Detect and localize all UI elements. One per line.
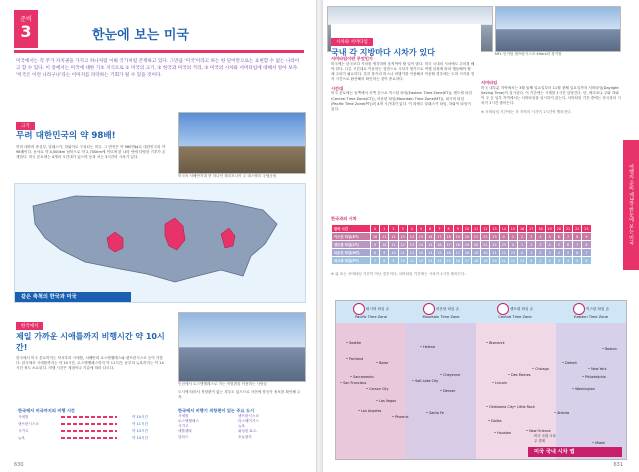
direct-flight-city: 워싱턴 D.C. [238, 429, 258, 434]
flight-arrow [61, 430, 117, 432]
map-city: • Phoenix [392, 415, 409, 419]
zone-name-en: Central Time Zone [498, 315, 532, 319]
time-cell: 21 [490, 249, 499, 257]
flight-time: 약 10시간 [131, 414, 148, 419]
time-cell: 14 [435, 257, 444, 265]
time-cell: 4 [545, 241, 554, 249]
size-body: 북미 대륙의 중심부, 알래스카, 하와이로 구성되는 미국. 그 면적은 약 980만㎢로 대한민국의 약 98배이다. 동서로 약 4,500km 남북으로 약 2,700km에 이르며 한 나라 안에 다양한 기후가 존재한다. 미국 본토에는 4개의 시간대가 있으며 동과 서는 3시간의 시차가 있다. [16, 145, 166, 160]
time-cell: 0 [527, 257, 536, 265]
time-cell: 7 [573, 241, 582, 249]
direct-flight-city: 라스베이거스 [238, 419, 259, 423]
time-cell: 2 [527, 241, 536, 249]
time-cell: 19 [462, 241, 471, 249]
page-number-right: 631 [613, 462, 623, 468]
timediff-left-col [331, 56, 475, 112]
time-cell: 1 [380, 225, 389, 233]
size-section [16, 112, 166, 161]
zone-header [484, 303, 546, 319]
time-cell: 22 [481, 233, 490, 241]
size-compare-map [14, 183, 306, 303]
map-city: • Des Moines [508, 373, 531, 377]
time-cell: 2 [518, 233, 527, 241]
time-cell: 20 [472, 241, 481, 249]
time-cell: 2 [389, 225, 398, 233]
time-cell: 20 [481, 249, 490, 257]
time-cell: 14 [499, 225, 508, 233]
map-city: • Denver [440, 389, 456, 393]
direct-flight-city: 시카고 [178, 424, 189, 429]
direct-flight-city: 샌프란시스코 [238, 413, 259, 418]
time-cell: 8 [444, 225, 453, 233]
time-cell: 3 [545, 249, 554, 257]
timediff-title: 국내 각 지방마다 시차가 있다 [331, 48, 435, 57]
time-cell: 5 [573, 257, 582, 265]
time-cell: 8 [371, 249, 380, 257]
time-cell: 14 [416, 241, 425, 249]
time-cell: 17 [527, 225, 536, 233]
stadium-photo-caption: NFL 인기팀 샌프란시스코 49ers의 경기장 [495, 52, 562, 56]
time-cell: 7 [435, 225, 444, 233]
map-city: • Dallas [488, 419, 502, 423]
map-city: • Little Rock [514, 405, 535, 409]
book-gutter [316, 0, 323, 472]
map-city: • Miami [592, 441, 606, 445]
compare-map-caption: 같은 축척의 한국과 미국 [15, 292, 131, 302]
zones-heading: 시간대 [331, 85, 344, 91]
time-cell: 15 [416, 233, 425, 241]
time-cell: 4 [554, 249, 563, 257]
page-number-left: 630 [14, 462, 24, 468]
zone-header [560, 303, 622, 319]
flight-time-row [18, 435, 148, 442]
left-page [0, 0, 316, 472]
time-table-row [332, 225, 592, 233]
zone-name: 이스턴 타임 존 [584, 307, 610, 311]
desert-photo-caption: 미국의 서해안지대 중 하나인 캘리포니아 주 데스밸리 국립공원 [178, 174, 277, 178]
map-city: • Santa Fe [426, 411, 444, 415]
time-cell: 18 [453, 241, 462, 249]
time-cell: 5 [416, 225, 425, 233]
time-cell: 13 [407, 241, 416, 249]
time-cell: 1 [518, 241, 527, 249]
time-table [331, 224, 592, 265]
flight-city: 시애틀 [18, 414, 29, 419]
time-cell: 11 [380, 233, 389, 241]
time-cell: 2 [545, 257, 554, 265]
distance-tag: 한국에서 [16, 322, 43, 330]
distance-title: 제일 가까운 시애틀까지 비행시간 약 10시간! [16, 332, 165, 352]
map-city: • Atlanta [554, 411, 570, 415]
map-city: • Seattle [346, 341, 362, 345]
summer-body: 미국 대부분 지역에서는 3월 둘째 일요일부터 11월 첫째 일요일까지 서머타임(Daylight Saving Time)이 실시된다. 이 기간에는 시계를 1시간 앞당긴다. 단, 애리조나 주와 하와이 주 등 일부 지역에서는 서머타임을 실시하지 않는다. 서머타임 기간 중에는 한국과의 시차가 1시간 줄어든다. [481, 85, 621, 106]
clock-icon [497, 303, 509, 315]
time-cell: 9 [380, 249, 389, 257]
time-cell: 21 [499, 257, 508, 265]
time-cell: 12 [398, 241, 407, 249]
time-cell: 10 [389, 249, 398, 257]
map-city: • Oklahoma City [486, 405, 515, 409]
time-cell: 4 [407, 225, 416, 233]
time-cell: 5 [554, 241, 563, 249]
time-cell: 20 [554, 225, 563, 233]
time-cell: 0 [371, 225, 380, 233]
direct-flight-city: 뉴욕 [238, 424, 245, 429]
time-cell: 21 [472, 233, 481, 241]
city-photo [495, 6, 621, 52]
time-difference-table [331, 224, 592, 265]
flight-city: 샌프란시스코 [18, 421, 39, 426]
flight-arrow [61, 416, 117, 418]
time-table-row [332, 241, 592, 249]
time-cell: 10 [380, 241, 389, 249]
time-cell: 15 [508, 225, 517, 233]
direct-flight-city: 호놀룰루 [238, 434, 252, 439]
map-city: • New York [588, 367, 607, 371]
us-korea-overlay-map [15, 184, 305, 302]
flight-time-table [18, 408, 148, 442]
map-city: • Boston [602, 347, 617, 351]
timediff-body: 미국에는 한국보다 시차를 생각하며 움직여야 할 일이 많다. 미국 국내의 시차에도 주의를 해야 한다. 다른 시간대로 이동하는 것만으로 시차가 생기므로 여행 일정에 따라 행동해야 할 때 주의가 필요하다. 특히 장거리 버스나 비행기를 이용해서 이동할 경우에는 도착 시각을 현지 시간으로 환산해서 확인하는 것이 중요하다. [331, 61, 475, 82]
time-cell: 15 [435, 249, 444, 257]
time-cell: 13 [398, 233, 407, 241]
direct-flight-city: 시애틀 [178, 413, 189, 418]
time-cell: 11 [407, 257, 416, 265]
time-cell: 15 [444, 257, 453, 265]
map-city: • Helena [420, 345, 435, 349]
zone-name: 마운틴 타임 존 [434, 307, 460, 311]
intro-text: 미국에서는 각 주가 자치권을 가지고 하나처럼 이뤄 국가처럼 존재하고 있다. 그만큼 '미국'이라고 하는 한 단어만으로는 표현할 수 없는 나라이고 할 수 있다. 이 장에서는 미국에 대한 기초 지식으로 ① 미국의 크기, ② 한국과 미국의 거리, ③ 미국의 시차와 서머타임에 대해서 알아 보자. '미국은 이런 나라구나'라는 이미지를 파악하는 기회가 될 수 있을 것이다. [16, 59, 300, 79]
time-cell: 6 [563, 241, 572, 249]
zone-name-en: Pacific Time Zone [355, 315, 387, 319]
time-cell: 20 [490, 257, 499, 265]
clock-icon [573, 303, 585, 315]
map-city: • Bismarck [486, 341, 505, 345]
map-city: • Sacramento [350, 375, 374, 379]
time-cell: 5 [545, 233, 554, 241]
time-cell: 21 [563, 225, 572, 233]
time-cell: 7 [563, 233, 572, 241]
time-cell: 3 [536, 241, 545, 249]
time-cell: 0 [518, 249, 527, 257]
map-title: 미국 국내 시차 맵 [528, 447, 622, 457]
map-city: • Salt Lake City [412, 379, 439, 383]
chapter-label: 준비 [20, 16, 32, 23]
zone-name-en: Mountain Time Zone [422, 315, 460, 319]
timediff-right-col [481, 80, 621, 115]
time-cell: 13 [416, 249, 425, 257]
size-tag: 크기 [16, 122, 35, 130]
time-cell: 0 [499, 233, 508, 241]
time-cell: 1 [527, 249, 536, 257]
dst-question: 서머타임이란 무엇인가 [331, 56, 373, 61]
time-cell: 19 [472, 249, 481, 257]
time-cell: 3 [398, 225, 407, 233]
map-city: • San Francisco [340, 381, 367, 385]
flight-time-row [18, 428, 148, 435]
time-cell: 6 [582, 257, 591, 265]
time-cell: 19 [481, 257, 490, 265]
map-city: • Cheyenne [440, 373, 461, 377]
time-cell: 22 [508, 257, 517, 265]
map-city: • Houston [494, 431, 512, 435]
map-city: • Boise [376, 361, 389, 365]
time-cell: 16 [444, 249, 453, 257]
time-cell: 22 [499, 249, 508, 257]
right-page [323, 0, 639, 472]
time-cell: 9 [371, 241, 380, 249]
time-cell: 12 [407, 249, 416, 257]
time-cell: 10 [398, 257, 407, 265]
time-cell: 18 [444, 233, 453, 241]
time-cell: 17 [453, 249, 462, 257]
flight-time: 약 14시간 [131, 435, 148, 440]
direct-flight-city: 애틀랜타 [178, 429, 192, 434]
time-cell: 16 [426, 233, 435, 241]
chapter-header [14, 10, 304, 53]
zone-header [410, 303, 472, 319]
time-cell: 22 [490, 241, 499, 249]
legend-time-diff: 미국 국내 시차 [534, 434, 556, 438]
clock-icon [423, 303, 435, 315]
time-row-label: 마운틴 타임(MT) [332, 249, 371, 257]
time-cell: 19 [545, 225, 554, 233]
time-cell: 14 [407, 233, 416, 241]
time-cell: 23 [508, 249, 517, 257]
time-row-label: 퍼시픽 타임(PT) [332, 257, 371, 265]
time-cell: 21 [481, 241, 490, 249]
time-cell: 18 [536, 225, 545, 233]
time-table-row [332, 249, 592, 257]
direct-flight-cities [178, 414, 304, 440]
time-cell: 16 [453, 257, 462, 265]
map-city: • Portland [346, 357, 364, 361]
map-city: • Las Vegas [376, 399, 397, 403]
direct-flight-table [178, 408, 304, 440]
time-cell: 22 [573, 225, 582, 233]
time-cell: 8 [380, 257, 389, 265]
flight-time: 약 11시간 [131, 421, 148, 426]
time-cell: 23 [582, 225, 591, 233]
chapter-badge [14, 10, 38, 48]
time-cell: 10 [462, 225, 471, 233]
time-cell: 7 [582, 249, 591, 257]
time-cell: 23 [499, 241, 508, 249]
time-cell: 19 [453, 233, 462, 241]
summer-heading: 서머타임 [481, 80, 498, 85]
timediff-heading [331, 24, 481, 58]
time-cell: 18 [462, 249, 471, 257]
time-cell: 9 [389, 257, 398, 265]
time-cell: 16 [518, 225, 527, 233]
timediff-tag: 시차와 서머타임 [331, 38, 373, 46]
flight-time: 약 13시간 [131, 428, 148, 433]
map-city: • Detroit [562, 361, 577, 365]
size-title: 무려 대한민국의 약 98배! [16, 131, 116, 141]
map-legend [534, 433, 614, 443]
plane-crowd-photo [178, 312, 306, 382]
time-cell: 8 [573, 233, 582, 241]
direct-flight-title: 한국에서 비행기 직항편이 있는 주요 도시 [178, 408, 255, 413]
zone-header [340, 303, 402, 319]
page-title: 한눈에 보는 미국 [92, 28, 189, 43]
zone-name: 퍼시픽 타임 존 [364, 307, 390, 311]
time-cell: 3 [527, 233, 536, 241]
time-cell: 17 [462, 257, 471, 265]
flight-city: 뉴욕 [18, 435, 25, 440]
time-cell: 11 [389, 241, 398, 249]
map-city: • Carson City [366, 387, 389, 391]
time-cell: 4 [536, 233, 545, 241]
time-cell: 1 [536, 257, 545, 265]
time-cell: 6 [554, 233, 563, 241]
direct-flight-city: 달라스 [178, 434, 189, 439]
flight-arrow [61, 423, 117, 425]
time-cell: 14 [426, 249, 435, 257]
time-table-note: ※ 위 표는 서머타임 기간이 아닌 경우이다. 서머타임 기간에는 시차가 1시간 줄어든다. [331, 272, 466, 276]
flight-time-row [18, 414, 148, 421]
time-row-label: 센트럴 타임(CT) [332, 241, 371, 249]
time-cell: 9 [582, 233, 591, 241]
time-table-title: 한국과의 시차 [331, 216, 357, 221]
side-chapter-tab: 여행의 준비 제3장 한눈에 보는 미국 [623, 140, 639, 270]
zones-body: 미국 본토에는 동쪽에서 서쪽 순으로 이스턴 타임(Eastern Time Zone(ET)), 센트럴 타임(Central Time Zone(CT)), 마운틴 타임(Mountain Time Zone(MT)), 퍼시픽 타임(Pacific Time Zone(PT))의 4개 시간대가 있다. 이 외에도 알래스카 타임, 하와이 타임이 있다. [331, 91, 473, 112]
time-cell: 23 [490, 233, 499, 241]
flight-city: 시카고 [18, 428, 29, 433]
time-cell: 9 [453, 225, 462, 233]
time-cell: 10 [371, 233, 380, 241]
time-row-label: 한국 시간 [332, 225, 371, 233]
time-cell: 12 [416, 257, 425, 265]
distance-section [16, 312, 176, 372]
distance-body: 한국에서 미국 본토까지는 북서부의 시애틀, 서해안의 로스앤젤레스와 샌프란시스코 등이 가깝다. 한국에서 시애틀까지는 약 10시간, 로스앤젤레스까지 약 11시간, 동부의 뉴욕까지는 약 14시간 정도 소요된다. 비행 시간은 계절이나 기류에 따라 다르다. [16, 356, 164, 371]
time-table-row [332, 257, 592, 265]
flight-arrow [61, 437, 117, 439]
plane-photo-caption: 인천에서 로스앤젤레스로 가는 직항편을 이용하는 사람들 [178, 382, 268, 386]
zone-name-en: Eastern Time Zone [574, 315, 608, 319]
time-cell: 0 [508, 241, 517, 249]
time-cell: 1 [508, 233, 517, 241]
legend-state-border: 주 경계 [534, 439, 545, 443]
desert-road-photo [178, 112, 306, 174]
direct-flight-city: 로스앤젤레스 [178, 419, 199, 423]
time-cell: 13 [426, 257, 435, 265]
time-cell: 2 [536, 249, 545, 257]
time-cell: 20 [462, 233, 471, 241]
map-city: • Philadelphia [582, 375, 606, 379]
time-cell: 6 [573, 249, 582, 257]
time-zone-map [335, 300, 627, 460]
time-cell: 6 [426, 225, 435, 233]
summer-note: ※ 서머타임 기간에는 각 지역의 시각이 1시간씩 빨라진다. [481, 109, 572, 114]
map-city: • New Orleans [526, 429, 551, 433]
map-city: • Chicago [532, 367, 549, 371]
chapter-number: 3 [20, 22, 32, 41]
map-city: • Washington [572, 387, 596, 391]
time-cell: 4 [563, 257, 572, 265]
flight-time-table-title: 한국에서 미국까지의 비행 시간 [18, 408, 75, 413]
time-cell: 15 [426, 241, 435, 249]
time-cell: 17 [435, 233, 444, 241]
time-cell: 18 [472, 257, 481, 265]
time-cell: 23 [518, 257, 527, 265]
clock-icon [353, 303, 365, 315]
time-cell: 17 [444, 241, 453, 249]
time-cell: 16 [435, 241, 444, 249]
time-cell: 8 [582, 241, 591, 249]
time-cell: 13 [490, 225, 499, 233]
flight-time-rows [18, 414, 148, 442]
time-cell: 5 [563, 249, 572, 257]
time-cell: 3 [554, 257, 563, 265]
map-city: • Los Angeles [358, 409, 382, 413]
time-cell: 7 [371, 257, 380, 265]
time-cell: 11 [472, 225, 481, 233]
map-city: • Lincoln [492, 381, 508, 385]
time-cell: 12 [389, 233, 398, 241]
distance-body-2: 도시에 따라서 직항편이 없는 경우도 있으므로 사전에 항공사 정보를 확인해 두자. [178, 390, 301, 400]
time-table-row [332, 233, 592, 241]
flight-time-row [18, 421, 148, 428]
zone-name: 센트럴 타임 존 [508, 307, 534, 311]
time-cell: 12 [481, 225, 490, 233]
time-row-label: 이스턴 타임(ET) [332, 233, 371, 241]
time-cell: 11 [398, 249, 407, 257]
